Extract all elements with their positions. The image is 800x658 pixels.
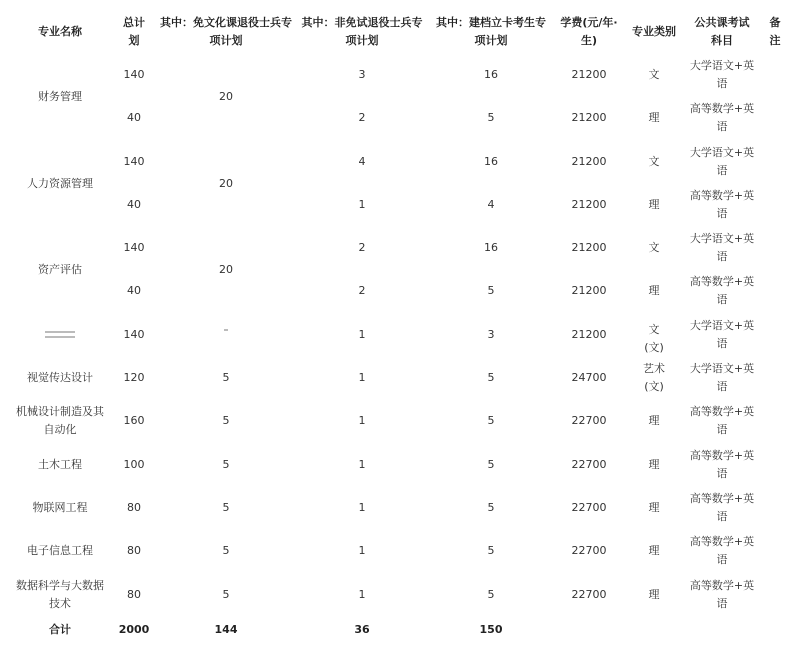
- header-total-plan: 总计 划: [123, 16, 145, 47]
- major-name: 人力资源管理: [27, 176, 93, 190]
- major-name: 物联网工程: [32, 501, 88, 514]
- total-plan: 80: [127, 588, 141, 601]
- totals-poverty-registered-plan: 150: [479, 623, 503, 636]
- major-name: 资产评估: [38, 262, 82, 276]
- tuition: 21200: [571, 328, 607, 341]
- veteran-exam-plan: 1: [358, 588, 366, 601]
- totals-veteran-exempt-plan: 144: [214, 623, 238, 636]
- veteran-exam-plan: 1: [358, 544, 366, 557]
- major-category: 文: [648, 68, 660, 81]
- veteran-exam-plan: 3: [358, 68, 366, 81]
- poverty-registered-plan: 5: [487, 588, 495, 601]
- totals-veteran-exam-plan: 36: [354, 623, 370, 636]
- header-veteran-exempt-plan: 其中：免文化课退役士兵专 项计划: [160, 16, 292, 47]
- total-plan: 80: [127, 501, 141, 514]
- header-exam-subjects: 公共课考试 科目: [694, 16, 750, 47]
- exam-subjects: 高等数学+英 语: [689, 579, 755, 610]
- poverty-registered-plan: 16: [484, 155, 498, 168]
- poverty-registered-plan: 16: [484, 68, 498, 81]
- poverty-registered-plan: 5: [487, 284, 495, 297]
- header-poverty-registered-plan: 其中：建档立卡考生专 项计划: [436, 16, 546, 47]
- tuition: 21200: [571, 155, 607, 168]
- obscured-major-name: [45, 331, 75, 338]
- veteran-exempt-plan: 5: [222, 414, 230, 427]
- poverty-registered-plan: 5: [487, 501, 495, 514]
- exam-subjects: 高等数学+英 语: [689, 492, 755, 523]
- header-note: 备 注: [769, 16, 781, 47]
- major-category: 理: [648, 588, 660, 601]
- exam-subjects: 大学语文+英 语: [689, 232, 755, 263]
- obscured-veteran-exempt-plan: [224, 329, 228, 333]
- veteran-exam-plan: 1: [358, 371, 366, 384]
- header-major-name: 专业名称: [38, 25, 82, 38]
- major-category: 文 (文): [644, 323, 664, 354]
- veteran-exempt-plan: 5: [222, 588, 230, 601]
- totals-total-plan: 2000: [118, 623, 150, 636]
- exam-subjects: 大学语文+英 语: [689, 59, 755, 90]
- total-plan: 140: [123, 68, 145, 81]
- major-name: 机械设计制造及其 自动化: [16, 405, 104, 436]
- tuition: 21200: [571, 198, 607, 211]
- poverty-registered-plan: 5: [487, 414, 495, 427]
- major-category: 艺术 (文): [643, 362, 665, 393]
- veteran-exempt-plan: 20: [219, 89, 233, 103]
- major-name: 财务管理: [38, 89, 82, 103]
- exam-subjects: 高等数学+英 语: [689, 189, 755, 220]
- total-plan: 40: [127, 198, 141, 211]
- total-plan: 160: [123, 414, 145, 427]
- veteran-exempt-plan: 5: [222, 501, 230, 514]
- major-name: 电子信息工程: [27, 544, 93, 557]
- veteran-exam-plan: 2: [358, 111, 366, 124]
- tuition: 24700: [571, 371, 607, 384]
- major-category: 理: [648, 111, 660, 124]
- total-plan: 40: [127, 284, 141, 297]
- veteran-exam-plan: 4: [358, 155, 366, 168]
- veteran-exam-plan: 1: [358, 198, 366, 211]
- exam-subjects: 高等数学+英 语: [689, 275, 755, 306]
- header-veteran-exam-plan: 其中：非免试退役士兵专 项计划: [301, 16, 423, 47]
- tuition: 22700: [571, 414, 607, 427]
- exam-subjects: 大学语文+英 语: [689, 362, 755, 393]
- major-category: 理: [648, 198, 660, 211]
- major-name: 数据科学与大数据 技术: [16, 579, 104, 610]
- major-category: 理: [648, 284, 660, 297]
- exam-subjects: 高等数学+英 语: [689, 449, 755, 480]
- veteran-exempt-plan: 5: [222, 544, 230, 557]
- major-category: 理: [648, 544, 660, 557]
- veteran-exam-plan: 2: [358, 241, 366, 254]
- poverty-registered-plan: 5: [487, 458, 495, 471]
- exam-subjects: 大学语文+英 语: [689, 146, 755, 177]
- header-tuition: 学费(元/年· 生): [560, 16, 618, 47]
- major-name: 视觉传达设计: [27, 371, 93, 384]
- poverty-registered-plan: 4: [487, 198, 495, 211]
- major-category: 理: [648, 414, 660, 427]
- tuition: 21200: [571, 111, 607, 124]
- total-plan: 100: [123, 458, 145, 471]
- major-category: 理: [648, 501, 660, 514]
- tuition: 21200: [571, 284, 607, 297]
- tuition: 22700: [571, 588, 607, 601]
- major-category: 文: [648, 155, 660, 168]
- veteran-exam-plan: 1: [358, 414, 366, 427]
- veteran-exempt-plan: 20: [219, 262, 233, 276]
- tuition: 22700: [571, 544, 607, 557]
- tuition: 21200: [571, 68, 607, 81]
- poverty-registered-plan: 5: [487, 544, 495, 557]
- total-plan: 140: [123, 155, 145, 168]
- major-name: 土木工程: [38, 458, 82, 471]
- tuition: 21200: [571, 241, 607, 254]
- exam-subjects: 高等数学+英 语: [689, 535, 755, 566]
- tuition: 22700: [571, 501, 607, 514]
- total-plan: 120: [123, 371, 145, 384]
- total-plan: 140: [123, 241, 145, 254]
- poverty-registered-plan: 16: [484, 241, 498, 254]
- veteran-exam-plan: 1: [358, 328, 366, 341]
- major-category: 文: [648, 241, 660, 254]
- poverty-registered-plan: 5: [487, 371, 495, 384]
- total-plan: 140: [123, 328, 145, 341]
- veteran-exam-plan: 1: [358, 458, 366, 471]
- veteran-exempt-plan: 20: [219, 176, 233, 190]
- poverty-registered-plan: 5: [487, 111, 495, 124]
- tuition: 22700: [571, 458, 607, 471]
- total-plan: 40: [127, 111, 141, 124]
- exam-subjects: 高等数学+英 语: [689, 405, 755, 436]
- total-plan: 80: [127, 544, 141, 557]
- totals-label: 合计: [49, 623, 71, 636]
- veteran-exam-plan: 1: [358, 501, 366, 514]
- exam-subjects: 大学语文+英 语: [689, 319, 755, 350]
- poverty-registered-plan: 3: [487, 328, 495, 341]
- veteran-exempt-plan: 5: [222, 458, 230, 471]
- exam-subjects: 高等数学+英 语: [689, 102, 755, 133]
- major-category: 理: [648, 458, 660, 471]
- veteran-exempt-plan: 5: [222, 371, 230, 384]
- veteran-exam-plan: 2: [358, 284, 366, 297]
- header-major-category: 专业类别: [632, 25, 676, 38]
